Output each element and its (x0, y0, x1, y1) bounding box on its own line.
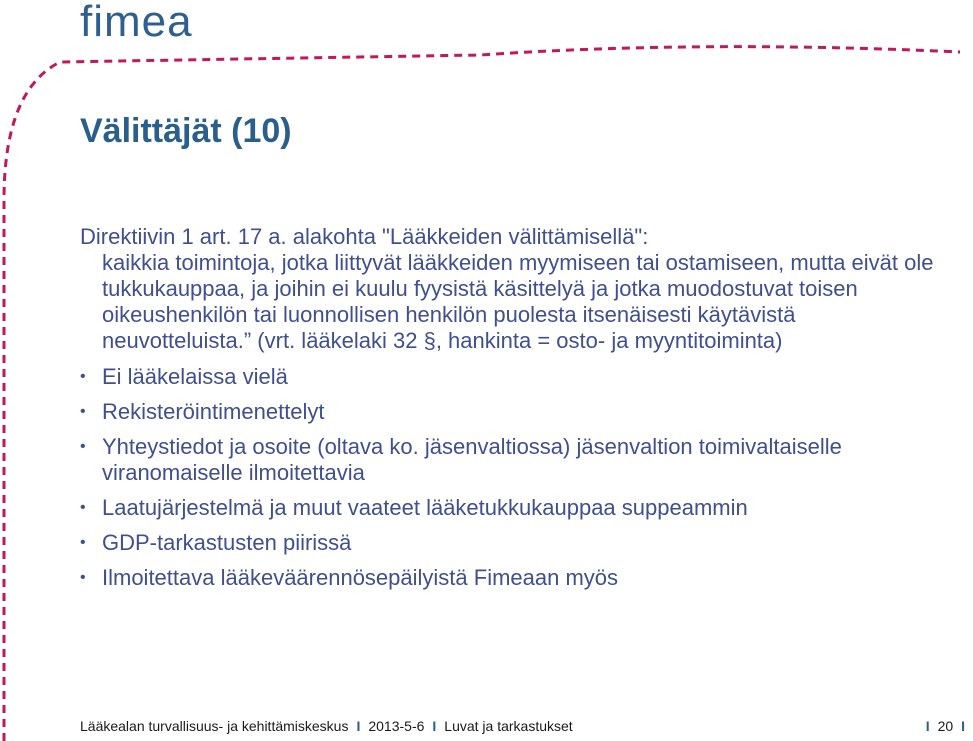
footer-date: 2013-5-6 (368, 718, 425, 734)
fimea-logo: fimea (80, 0, 193, 46)
page-title: Välittäjät (10) (80, 112, 292, 150)
intro-first-line: Direktiivin 1 art. 17 a. alakohta "Lääkkeiden välittämisellä": (80, 224, 649, 249)
list-item: • Ilmoitettava lääkeväärennösepäilyistä Fimeaan myös (80, 565, 940, 591)
slide-content (80, 224, 940, 600)
footer-separator: I (432, 718, 437, 734)
footer-section: Luvat ja tarkastukset (444, 718, 573, 734)
footer (80, 718, 973, 734)
intro-paragraph (80, 224, 940, 354)
bullet-list (80, 364, 940, 591)
list-item: • Ei lääkelaissa vielä (80, 364, 940, 390)
list-item: • Laatujärjestelmä ja muut vaateet lääketukkukauppaa suppeammin (80, 495, 940, 521)
footer-org: Lääkealan turvallisuus- ja kehittämiskeskus (80, 718, 349, 734)
list-item: • GDP-tarkastusten piirissä (80, 530, 940, 556)
list-item: • Rekisteröintimenettelyt (80, 399, 940, 425)
footer-separator: I (961, 718, 966, 734)
intro-continuation: kaikkia toimintoja, jotka liittyvät lääkkeiden myymiseen tai ostamiseen, mutta eivät ole tukkukauppaa, ja joihin ei kuulu fyysistä käsittelyä ja jotka muodostuvat toisen oikeushenkilön tai luonnollisen henkilön puolesta itsenäisesti käytävistä neuvotteluista.” (vrt. lääkelaki 32 §, hankinta = osto- ja myyntitoiminta) (102, 250, 934, 353)
footer-separator: I (356, 718, 361, 734)
list-item: • Yhteystiedot ja osoite (oltava ko. jäsenvaltiossa) jäsenvaltion toimivaltaiselle viranomaiselle ilmoitettavia (80, 434, 940, 486)
page-number: 20 (937, 718, 954, 734)
footer-separator: I (925, 718, 930, 734)
